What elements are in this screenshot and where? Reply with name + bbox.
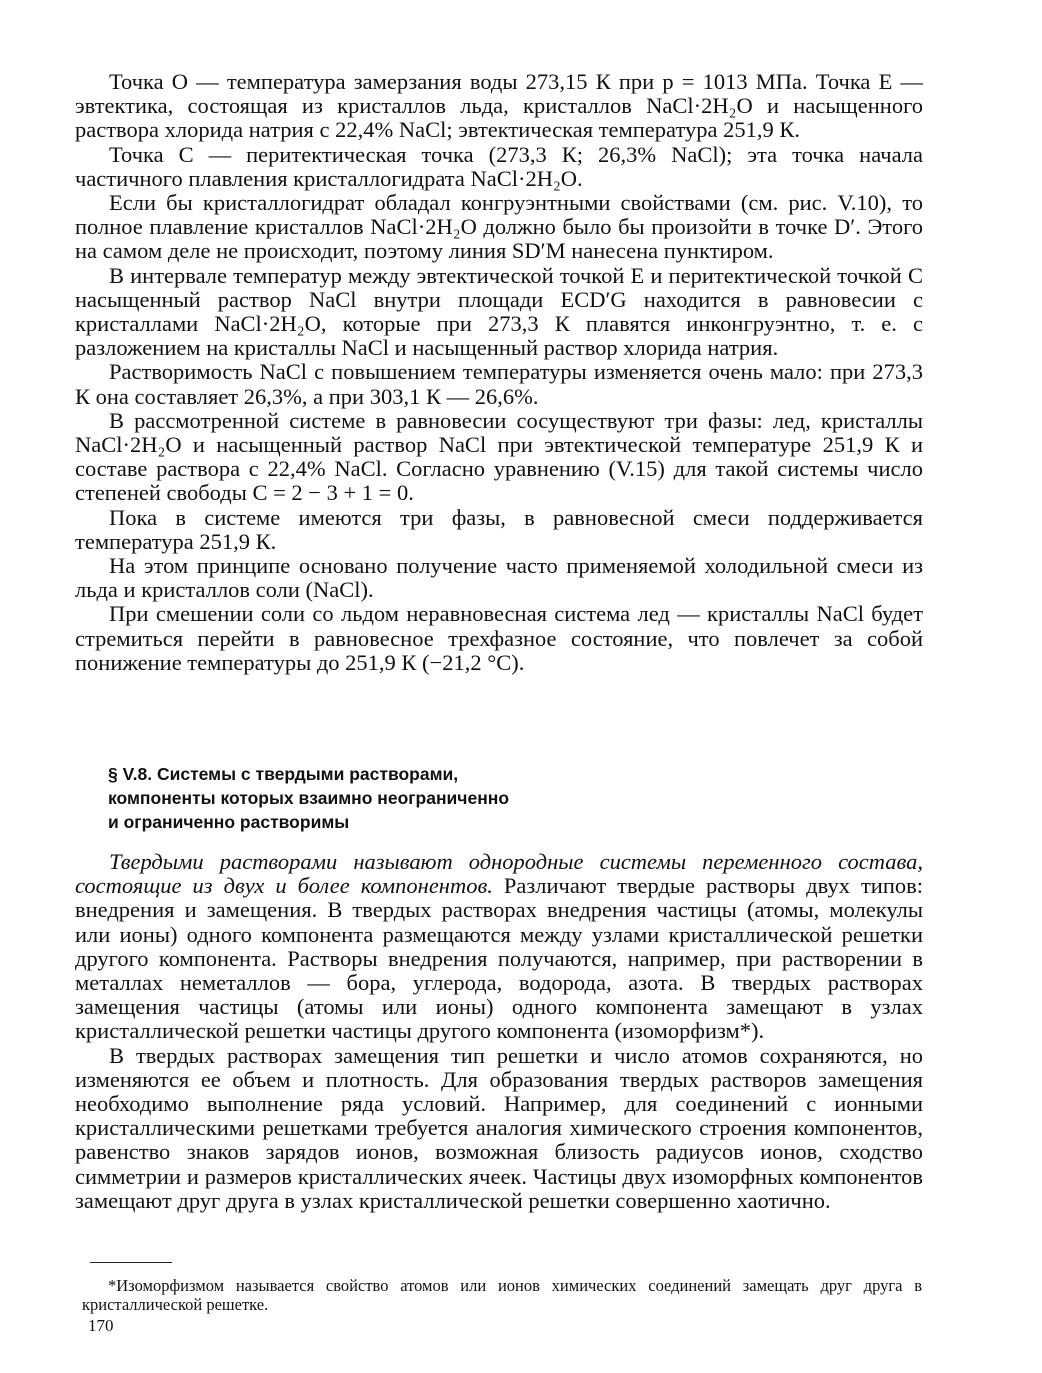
section-continuation (75, 70, 923, 675)
paragraph-cooling-mixture: На этом принципе основано получение часто применяемой холодильной смеси из льда и кристаллов соли (NaCl). (75, 553, 923, 603)
definition-italic: Твердыми растворами называют однородные системы переменного состава, состоящие из двух и более компонентов. (75, 849, 923, 899)
heading-line-1: § V.8. Системы с твердыми растворами, (108, 764, 459, 784)
heading-line-3: и ограниченно растворимы (108, 812, 350, 832)
paragraph-solubility: Растворимость NaCl с повышением температуры изменяется очень мало: при 273,3 К она составляет 26,3%, а при 303,1 К — 26,6%. (75, 359, 923, 409)
footnote-divider (90, 1262, 172, 1263)
footnote-text: *Изоморфизмом называется свойство атомов или ионов химических соединений замещать друг друга в кристаллической решетке. (82, 1276, 922, 1314)
paragraph-congruent: Если бы кристаллогидрат обладал конгруэнтными свойствами (см. рис. V.10), то полное плавление кристаллов NaCl·2H₂O должно было бы произойти в точке D′. Этого на самом деле не происходит, поэтому линия SD′M нанесена пунктиром. (75, 190, 923, 264)
heading-line-2: компоненты которых взаимно неограниченно (108, 788, 510, 808)
paragraph-temperature: Пока в системе имеются три фазы, в равновесной смеси поддерживается температура 251,9 К. (75, 504, 923, 554)
paragraph-mixing: При смешении соли со льдом неравновесная система лед — кристаллы NaCl будет стремиться перейти в равновесное трехфазное состояние, что повлечет за собой понижение температуры до 251,9 К (−21,2 °С). (75, 601, 923, 675)
footnote (82, 1276, 922, 1314)
paragraph-point-o: Точка O — температура замерзания воды 273,15 К при p = 1013 МПа. Точка E — эвтектика, состоящая из кристаллов льда, кристаллов NaCl·2H₂O и насыщенного раствора хлорида натрия с 22,4% NaCl; эвтектическая температура 251,9 К. (75, 69, 923, 143)
paragraph-interval: В интервале температур между эвтектической точкой E и перитектической точкой C насыщенный раствор NaCl внутри площади ECD′G находится в равновесии с кристаллами NaCl·2H₂O, которые при 273,3 К плавятся инконгруэнтно, т. е. с разложением на кристаллы NaCl и насыщенный раствор хлорида натрия. (75, 262, 923, 361)
page-number: 170 (88, 1316, 114, 1335)
paragraph-point-c: Точка C — перитектическая точка (273,3 К; 26,3% NaCl); эта точка начала частичного плавления кристаллогидрата NaCl·2H₂O. (75, 141, 923, 191)
paragraph-definition (75, 850, 923, 1044)
definition-rest: Различают твердые растворы двух типов: внедрения и замещения. В твердых растворах внедрения частицы (атомы, молекулы или ионы) одного компонента размещаются между узлами кристаллической решетки другого компонента. Растворы внедрения получаются, например, при растворении в металлах неметаллов — бора, углерода, водорода, азота. В твердых растворах замещения частицы (атомы или ионы) одного компонента замещают в узлах кристаллической решетки частицы другого компонента (изоморфизм*). (75, 873, 923, 1044)
section-heading (108, 762, 668, 834)
paragraph-three-phases: В рассмотренной системе в равновесии сосуществуют три фазы: лед, кристаллы NaCl·2H₂O и насыщенный раствор NaCl при эвтектической температуре 251,9 К и составе раствора с 22,4% NaCl. Согласно уравнению (V.15) для такой системы число степеней свободы C = 2 − 3 + 1 = 0. (75, 407, 923, 506)
section-solid-solutions (75, 850, 923, 1213)
paragraph-substitution: В твердых растворах замещения тип решетки и число атомов сохраняются, но изменяются ее объем и плотность. Для образования твердых растворов замещения необходимо выполнение ряда условий. Например, для соединений с ионными кристаллическими решетками требуется аналогия химического строения компонентов, равенство знаков зарядов ионов, возможная близость радиусов ионов, сходство симметрии и размеров кристаллических ячеек. Частицы двух изоморфных компонентов замещают друг друга в узлах кристаллической решетки совершенно хаотично. (75, 1042, 923, 1213)
